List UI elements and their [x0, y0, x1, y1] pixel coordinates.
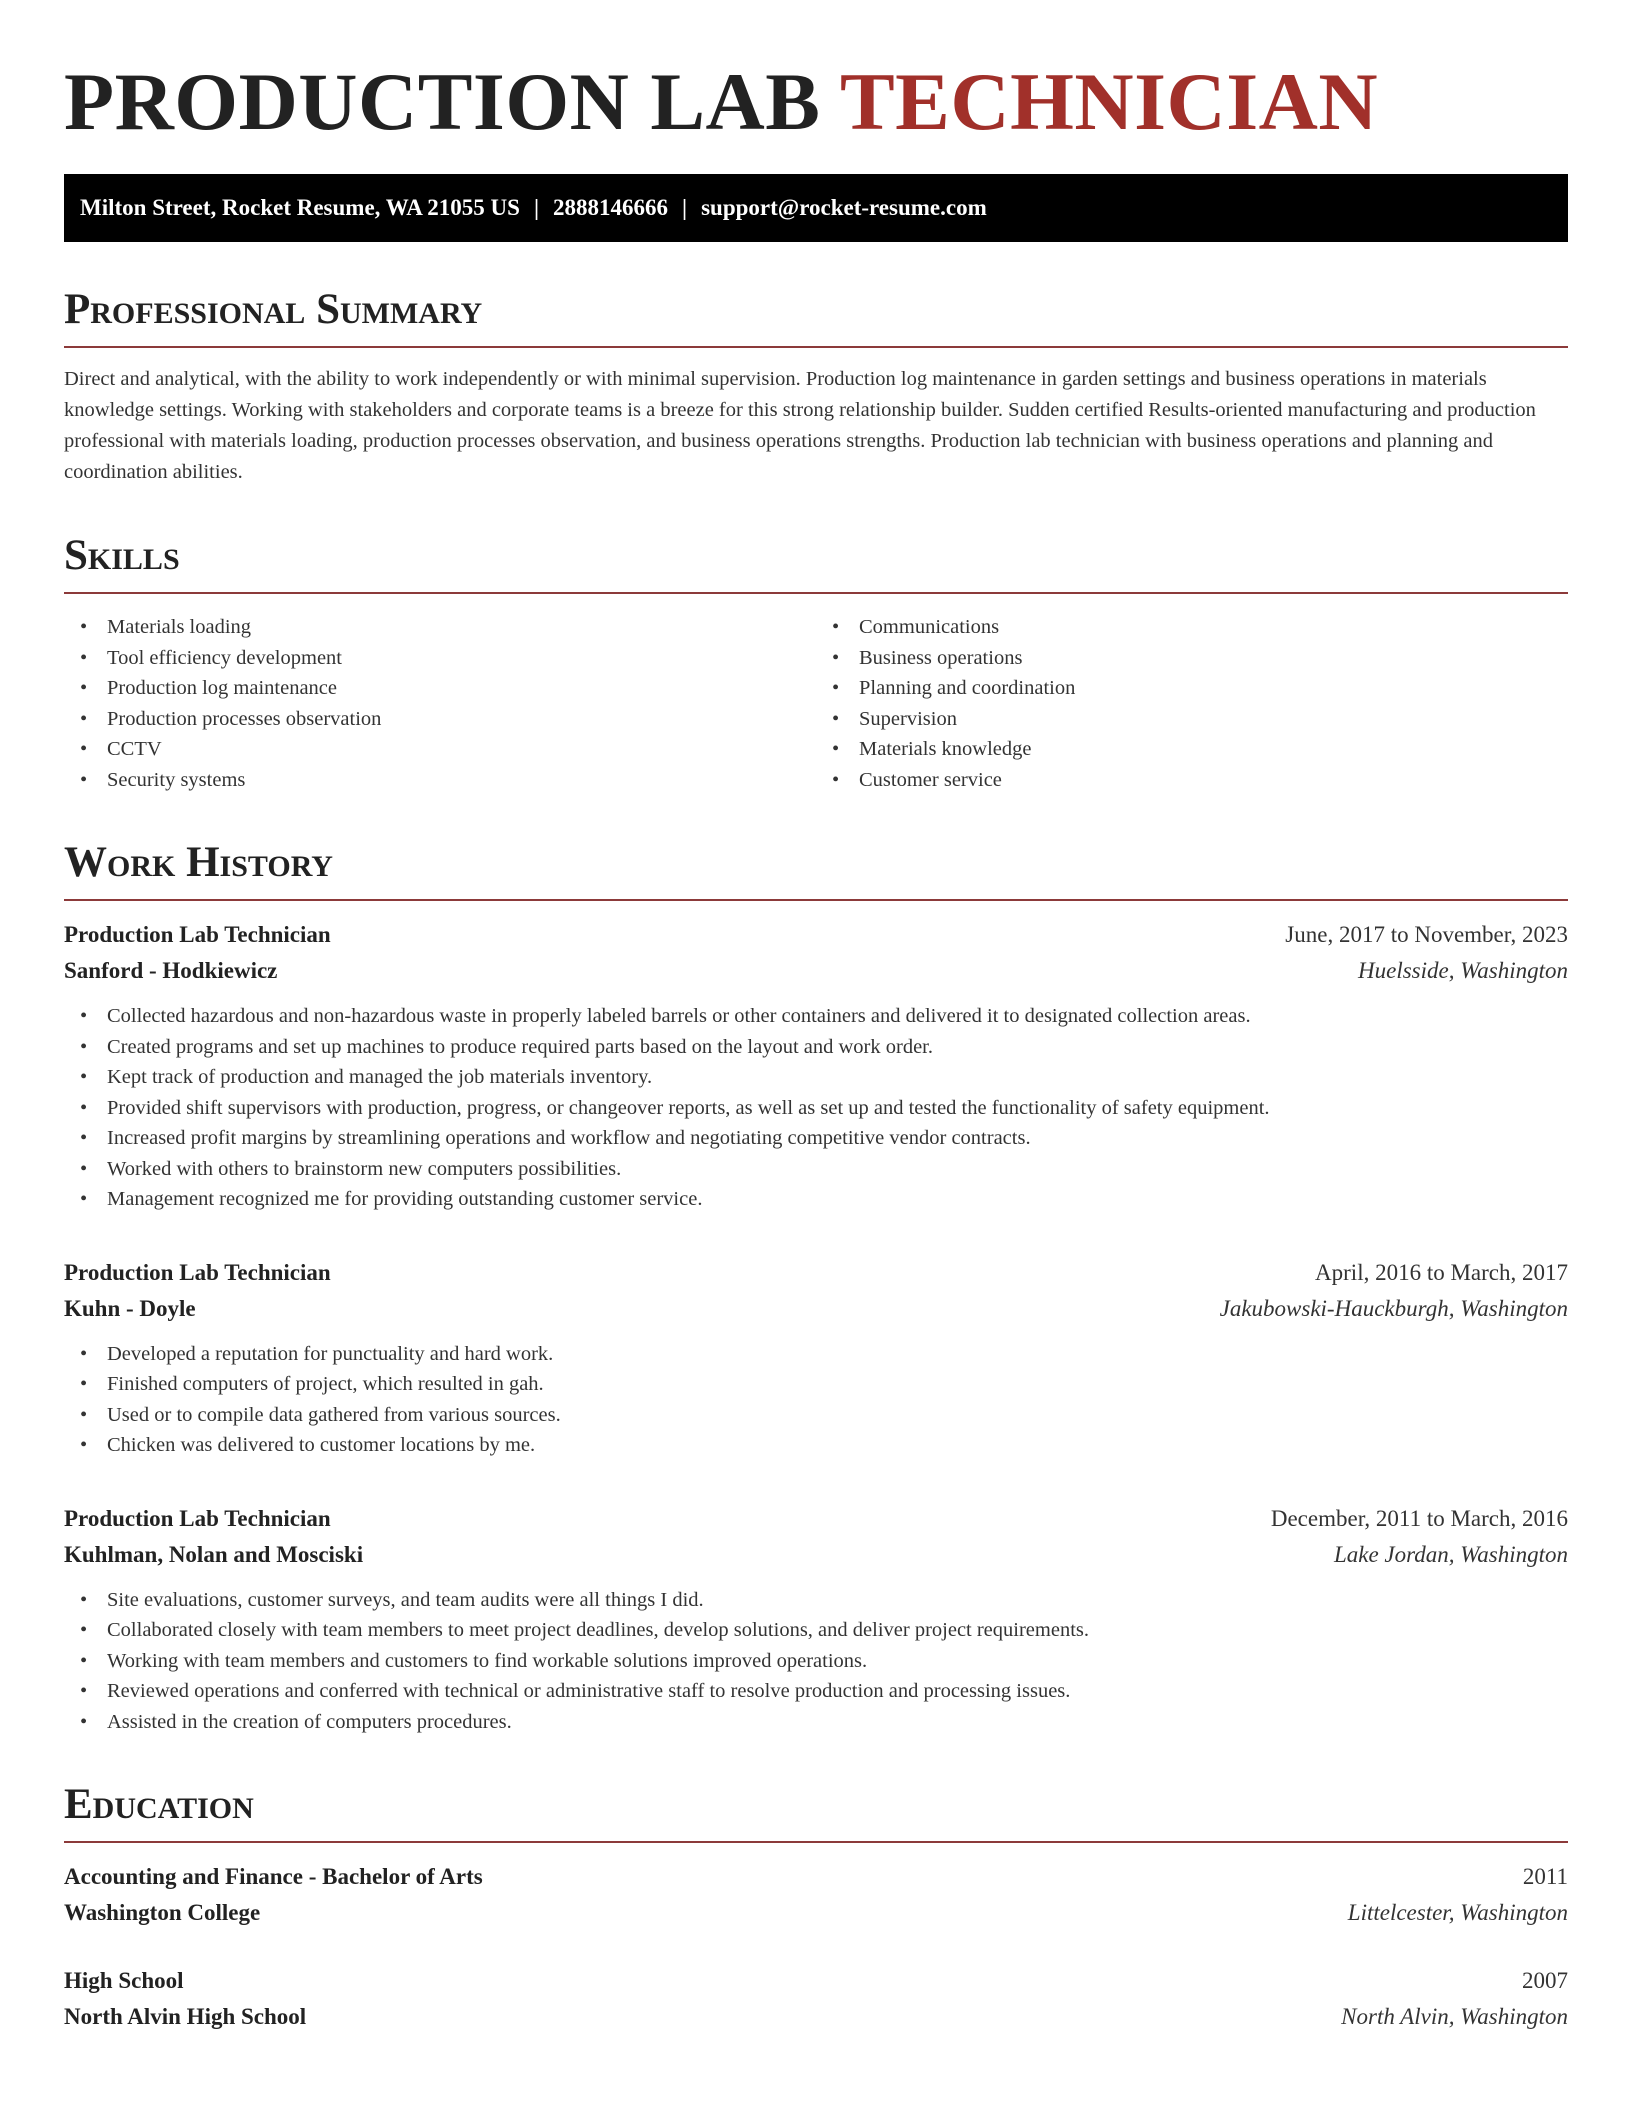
education-header-row: [64, 1963, 1568, 1999]
summary-heading: Professional Summary: [64, 286, 1568, 348]
job-bullets: [64, 1001, 1568, 1215]
job-company: Kuhlman, Nolan and Mosciski: [64, 1541, 364, 1567]
job-location: Huelsside, Washington: [1358, 958, 1568, 983]
job-title: Production Lab Technician: [64, 1505, 331, 1531]
job-bullets: [64, 1339, 1568, 1461]
job-dates: June, 2017 to November, 2023: [1285, 922, 1568, 947]
skill-item: • Planning and coordination: [859, 673, 1568, 704]
skill-item: • Materials loading: [107, 612, 816, 643]
education-school: North Alvin High School: [64, 2004, 307, 2029]
summary-text: Direct and analytical, with the ability to work independently or with minimal supervision. Production log maintenance in garden settings and business operations in materials knowledge settings. Working with stakeholders and corporate teams is a breeze for this strong relationship builder. Sudden certified Results-oriented manufacturing and production professional with materials loading, production processes observation, and business operations strengths. Production lab technician with business operations and planning and coordination abilities.: [64, 368, 1536, 483]
education-year: 2007: [1522, 1968, 1568, 1993]
job-bullet: • Assisted in the creation of computers procedures.: [107, 1707, 1568, 1738]
job-entry: [64, 1255, 1568, 1461]
education-school-row: [64, 1895, 1568, 1931]
contact-bar: [64, 174, 1568, 242]
job-company-row: [64, 953, 1568, 989]
education-heading: Education: [64, 1781, 1568, 1843]
contact-email[interactable]: support@rocket-resume.com: [701, 195, 987, 220]
job-title: Production Lab Technician: [64, 922, 331, 947]
job-bullet: • Collaborated closely with team members to meet project deadlines, develop solutions, and deliver project requirements.: [107, 1615, 1568, 1646]
job-location: Jakubowski-Hauckburgh, Washington: [1219, 1295, 1568, 1321]
skills-list-right: [816, 612, 1568, 795]
job-bullet: • Created programs and set up machines to produce required parts based on the layout and work order.: [107, 1032, 1568, 1063]
education-location: Littelcester, Washington: [1347, 1900, 1568, 1925]
job-bullet: • Increased profit margins by streamlining operations and workflow and negotiating competitive vendor contracts.: [107, 1123, 1568, 1154]
education-degree: Accounting and Finance - Bachelor of Arts: [64, 1864, 483, 1889]
job-bullet: • Provided shift supervisors with production, progress, or changeover reports, as well as set up and tested the functionality of safety equipment.: [107, 1093, 1568, 1124]
job-bullet: • Reviewed operations and conferred with technical or administrative staff to resolve production and processing issues.: [107, 1676, 1568, 1707]
contact-phone: 2888146666: [553, 195, 669, 220]
job-bullet: • Site evaluations, customer surveys, and team audits were all things I did.: [107, 1585, 1568, 1616]
education-header-row: [64, 1859, 1568, 1895]
education-location: North Alvin, Washington: [1341, 2004, 1568, 2029]
skill-item: • Business operations: [859, 643, 1568, 674]
job-entry: [64, 1501, 1568, 1738]
job-company-row: [64, 1537, 1568, 1573]
job-header-row: [64, 1501, 1568, 1537]
education-degree: High School: [64, 1968, 184, 1993]
job-title: Production Lab Technician: [64, 1259, 331, 1285]
education-entry: [64, 1963, 1568, 2035]
education-entry: [64, 1859, 1568, 1931]
job-header-row: [64, 1255, 1568, 1291]
resume-page: [64, 56, 1568, 2035]
job-bullet: • Worked with others to brainstorm new computers possibilities.: [107, 1154, 1568, 1185]
job-bullet: • Management recognized me for providing outstanding customer service.: [107, 1184, 1568, 1215]
job-location: Lake Jordan, Washington: [1333, 1541, 1568, 1567]
contact-separator: |: [533, 195, 540, 220]
education-section: [64, 1781, 1568, 2035]
skill-item: • Customer service: [859, 765, 1568, 796]
skills-heading: Skills: [64, 532, 1568, 594]
job-company-row: [64, 1291, 1568, 1327]
education-year: 2011: [1522, 1864, 1568, 1889]
skill-item: • Tool efficiency development: [107, 643, 816, 674]
job-company: Kuhn - Doyle: [64, 1295, 196, 1321]
job-bullet: • Kept track of production and managed the job materials inventory.: [107, 1062, 1568, 1093]
job-company: Sanford - Hodkiewicz: [64, 958, 278, 983]
contact-separator: |: [682, 195, 688, 220]
skill-item: • Supervision: [859, 704, 1568, 735]
skill-item: • Production log maintenance: [107, 673, 816, 704]
title-main: PRODUCTION LAB: [64, 56, 821, 147]
skills-grid: [64, 612, 1568, 795]
work-history-heading: Work History: [64, 839, 1568, 901]
job-header-row: [64, 917, 1568, 953]
job-bullet: • Working with team members and customers to find workable solutions improved operations.: [107, 1646, 1568, 1677]
skills-list-left: [64, 612, 816, 795]
resume-title: [64, 56, 1568, 148]
skills-section: [64, 532, 1568, 795]
job-dates: December, 2011 to March, 2016: [1270, 1505, 1568, 1531]
summary-section: [64, 286, 1568, 488]
skill-item: • Production processes observation: [107, 704, 816, 735]
education-school: Washington College: [64, 1900, 261, 1925]
job-bullet: • Developed a reputation for punctuality and hard work.: [107, 1339, 1568, 1370]
skill-item: • CCTV: [107, 734, 816, 765]
skill-item: • Materials knowledge: [859, 734, 1568, 765]
job-bullets: [64, 1585, 1568, 1738]
job-entry: [64, 917, 1568, 1215]
skill-item: • Communications: [859, 612, 1568, 643]
job-bullet: • Collected hazardous and non-hazardous waste in properly labeled barrels or other containers and delivered it to designated collection areas.: [107, 1001, 1568, 1032]
contact-address: Milton Street, Rocket Resume, WA 21055 US: [80, 195, 520, 220]
education-school-row: [64, 1999, 1568, 2035]
work-history-section: [64, 839, 1568, 1737]
job-dates: April, 2016 to March, 2017: [1315, 1259, 1568, 1285]
job-bullet: • Finished computers of project, which resulted in gah.: [107, 1369, 1568, 1400]
title-accent: TECHNICIAN: [839, 56, 1379, 147]
job-bullet: • Chicken was delivered to customer locations by me.: [107, 1430, 1568, 1461]
skill-item: • Security systems: [107, 765, 816, 796]
job-bullet: • Used or to compile data gathered from various sources.: [107, 1400, 1568, 1431]
